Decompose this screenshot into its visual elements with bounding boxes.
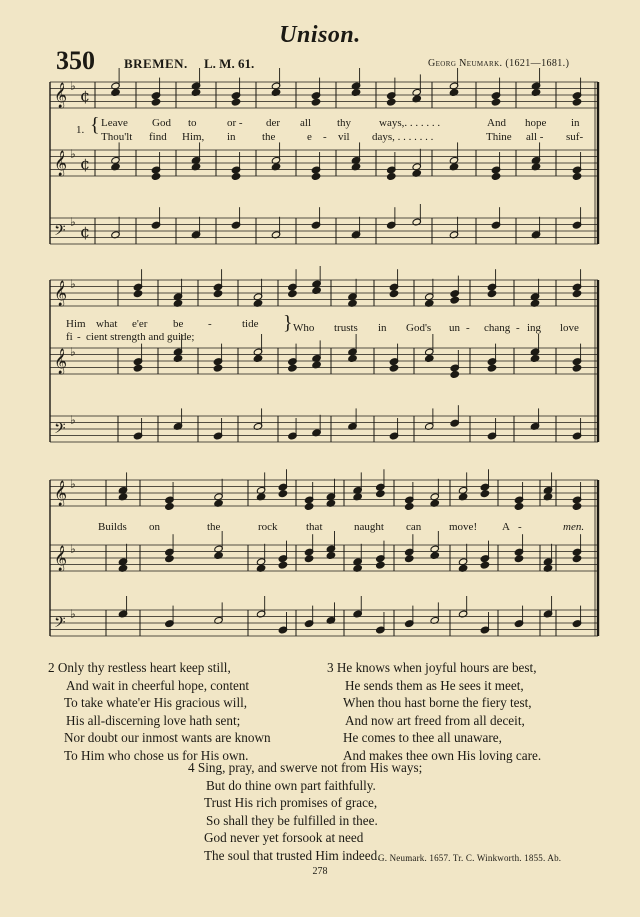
tune-name: BREMEN. <box>124 56 188 71</box>
note-head <box>389 290 398 298</box>
lyric-syllable: men. <box>563 521 585 533</box>
treble-clef-icon: 𝄞 <box>54 481 68 506</box>
flat-icon: ♭ <box>70 79 76 93</box>
flat-icon: ♭ <box>70 147 76 161</box>
lyric-syllable: move! <box>449 521 478 533</box>
verse-line: 4 Sing, pray, and swerve not from His ways; <box>188 760 423 775</box>
lyric-syllable: - <box>323 131 327 143</box>
flat-icon: ♭ <box>70 277 76 291</box>
lyric-syllable: days, . . . . . . . <box>372 131 434 143</box>
lyric-syllable: fi <box>66 331 73 343</box>
lyric-syllable: that <box>306 521 323 533</box>
lyric-syllable: what <box>96 318 118 330</box>
note-head <box>387 173 396 181</box>
lyric-brace: } <box>283 312 293 334</box>
lyric-syllable: Who <box>293 322 315 334</box>
verse-line: Nor doubt our inmost wants are known <box>64 730 271 746</box>
lyric-syllable: rock <box>258 521 278 533</box>
note-head <box>278 561 287 569</box>
lyric-syllable: all - <box>526 131 544 143</box>
lyric-syllable: thy <box>337 117 352 129</box>
note-head <box>450 296 459 304</box>
note-head <box>572 98 581 106</box>
verse-line: God never yet forsook at need <box>204 830 364 846</box>
note-head <box>165 555 174 563</box>
flat-icon: ♭ <box>70 542 76 556</box>
note-head <box>572 503 581 511</box>
time-signature-icon: ¢ <box>80 222 91 241</box>
verse-line: But do thine own part faithfully. <box>206 777 376 793</box>
verse-line: The soul that trusted Him indeed. <box>204 847 381 863</box>
verse-line: To Him who chose us for His own. <box>64 747 249 763</box>
lyric-syllable: God's <box>406 322 432 334</box>
flat-icon: ♭ <box>70 345 76 359</box>
note-head <box>311 173 320 181</box>
lyric-syllable: or - <box>227 117 243 129</box>
tune-meter: L. M. 61. <box>204 56 255 71</box>
lyric-brace: { <box>90 114 100 136</box>
note-head <box>288 364 297 372</box>
note-head <box>572 555 581 563</box>
treble-clef-icon: 𝄞 <box>54 349 68 374</box>
lyric-syllable: find <box>149 131 167 143</box>
bass-clef-icon: 𝄢 <box>54 222 66 243</box>
lyric-syllable: all <box>300 117 311 129</box>
lyric-syllable: - <box>77 331 81 343</box>
note-head <box>231 98 240 106</box>
verse-line: His all-discerning love hath sent; <box>66 712 241 728</box>
lyric-syllable: Him <box>66 318 86 330</box>
lyric-syllable: ways,. . . . . . . <box>379 117 441 129</box>
lyric-syllable: - <box>518 521 522 533</box>
lyric-syllable: Leave <box>101 117 128 129</box>
lyric-syllable: tide <box>242 318 259 330</box>
treble-clef-icon: 𝄞 <box>54 281 68 306</box>
text-credit: G. Neumark. 1657. Tr. C. Winkworth. 1855. Ab. <box>378 853 562 863</box>
lyric-syllable: God <box>152 117 171 129</box>
note-head <box>213 364 222 372</box>
treble-clef-icon: 𝄞 <box>54 546 68 571</box>
lyric-syllable: in <box>571 117 580 129</box>
lyric-syllable: vil <box>338 131 350 143</box>
note-head <box>572 173 581 181</box>
lyric-syllable: naught <box>354 521 384 533</box>
page-number: 278 <box>312 866 328 877</box>
note-head <box>151 173 160 181</box>
note-head <box>450 371 459 379</box>
note-head <box>491 173 500 181</box>
flat-icon: ♭ <box>70 215 76 229</box>
note-head <box>304 555 313 563</box>
lyric-syllable: - <box>516 322 520 334</box>
note-head <box>480 490 489 498</box>
flat-icon: ♭ <box>70 413 76 427</box>
lyric-syllable: trusts <box>334 322 358 334</box>
lyric-syllable: chang <box>484 322 511 334</box>
lyric-syllable: cient strength and guide; <box>86 331 195 343</box>
note-head <box>376 561 385 569</box>
lyric-syllable: in <box>227 131 236 143</box>
note-head <box>151 98 160 106</box>
time-signature-icon: ¢ <box>80 154 91 173</box>
verse-2 <box>48 659 271 765</box>
verse-line: To take whate'er His gracious will, <box>64 695 248 711</box>
treble-clef-icon: 𝄞 <box>54 83 68 108</box>
verse-line: He sends them as He sees it meet, <box>345 677 524 693</box>
lyric-syllable: be <box>173 318 184 330</box>
lyric-syllable: in <box>378 322 387 334</box>
lyric-syllable: love <box>560 322 579 334</box>
bass-clef-icon: 𝄢 <box>54 420 66 441</box>
verse-line: So shall they be fulfilled in thee. <box>206 812 378 828</box>
note-head <box>491 98 500 106</box>
note-head <box>278 490 287 498</box>
lyric-syllable: un <box>449 322 460 334</box>
verse-number: 3 <box>327 660 334 675</box>
lyric-syllable: ing <box>527 322 542 334</box>
lyric-syllable: And <box>487 117 506 129</box>
composer-credit: Georg Neumark. (1621—1681.) <box>428 58 570 69</box>
verse-number: 2 <box>48 660 55 675</box>
note-head <box>133 364 142 372</box>
hymn-number: 350 <box>56 46 95 75</box>
lyric-syllable: on <box>149 521 160 533</box>
note-head <box>572 364 581 372</box>
verse-line: 2 Only thy restless heart keep still, <box>48 660 231 675</box>
verse-line: 3 He knows when joyful hours are best, <box>327 660 537 675</box>
bass-clef-icon: 𝄢 <box>54 614 66 635</box>
lyric-syllable: hope <box>525 117 547 129</box>
note-head <box>311 98 320 106</box>
lyric-syllable: - <box>466 322 470 334</box>
treble-clef-icon: 𝄞 <box>54 151 68 176</box>
lyric-syllable: der <box>266 117 281 129</box>
lyric-syllable: to <box>188 117 197 129</box>
lyric-syllable: the <box>207 521 221 533</box>
verse-number: 1. <box>76 124 85 136</box>
note-head <box>487 364 496 372</box>
lyric-syllable: - <box>208 318 212 330</box>
note-head <box>514 503 523 511</box>
lyric-syllable: e'er <box>132 318 148 330</box>
verse-line: And now art freed from all deceit, <box>345 712 525 728</box>
lyric-syllable: the <box>262 131 276 143</box>
lyric-syllable: A <box>502 521 510 533</box>
section-title: Unison. <box>279 22 361 48</box>
lyric-syllable: e <box>307 131 312 143</box>
lyric-syllable: Builds <box>98 521 127 533</box>
verse-line: Trust His rich promises of grace, <box>204 795 378 811</box>
flat-icon: ♭ <box>70 607 76 621</box>
note-head <box>304 503 313 511</box>
verse-line: When thou hast borne the fiery test, <box>343 695 532 711</box>
note-head <box>133 290 142 298</box>
note-head <box>487 290 496 298</box>
lyric-syllable: Thine <box>486 131 512 143</box>
note-head <box>288 290 297 298</box>
verse-4 <box>188 759 422 865</box>
note-head <box>405 555 414 563</box>
note-head <box>387 98 396 106</box>
lyric-syllable: Thou'lt <box>101 131 133 143</box>
verse-3 <box>327 659 541 765</box>
note-head <box>231 173 240 181</box>
time-signature-icon: ¢ <box>80 86 91 105</box>
verse-line: And wait in cheerful hope, content <box>66 677 250 693</box>
lyric-syllable: can <box>406 521 422 533</box>
note-head <box>389 364 398 372</box>
note-head <box>405 503 414 511</box>
flat-icon: ♭ <box>70 477 76 491</box>
verse-line: He comes to thee all unaware, <box>343 730 502 746</box>
lyric-syllable: suf- <box>566 131 584 143</box>
note-head <box>213 290 222 298</box>
verse-line: And makes thee own His loving care. <box>343 747 542 763</box>
note-head <box>480 561 489 569</box>
lyric-syllable: Him, <box>182 131 205 143</box>
verse-number: 4 <box>188 760 195 775</box>
note-head <box>572 290 581 298</box>
note-head <box>376 490 385 498</box>
note-head <box>165 503 174 511</box>
note-head <box>514 555 523 563</box>
